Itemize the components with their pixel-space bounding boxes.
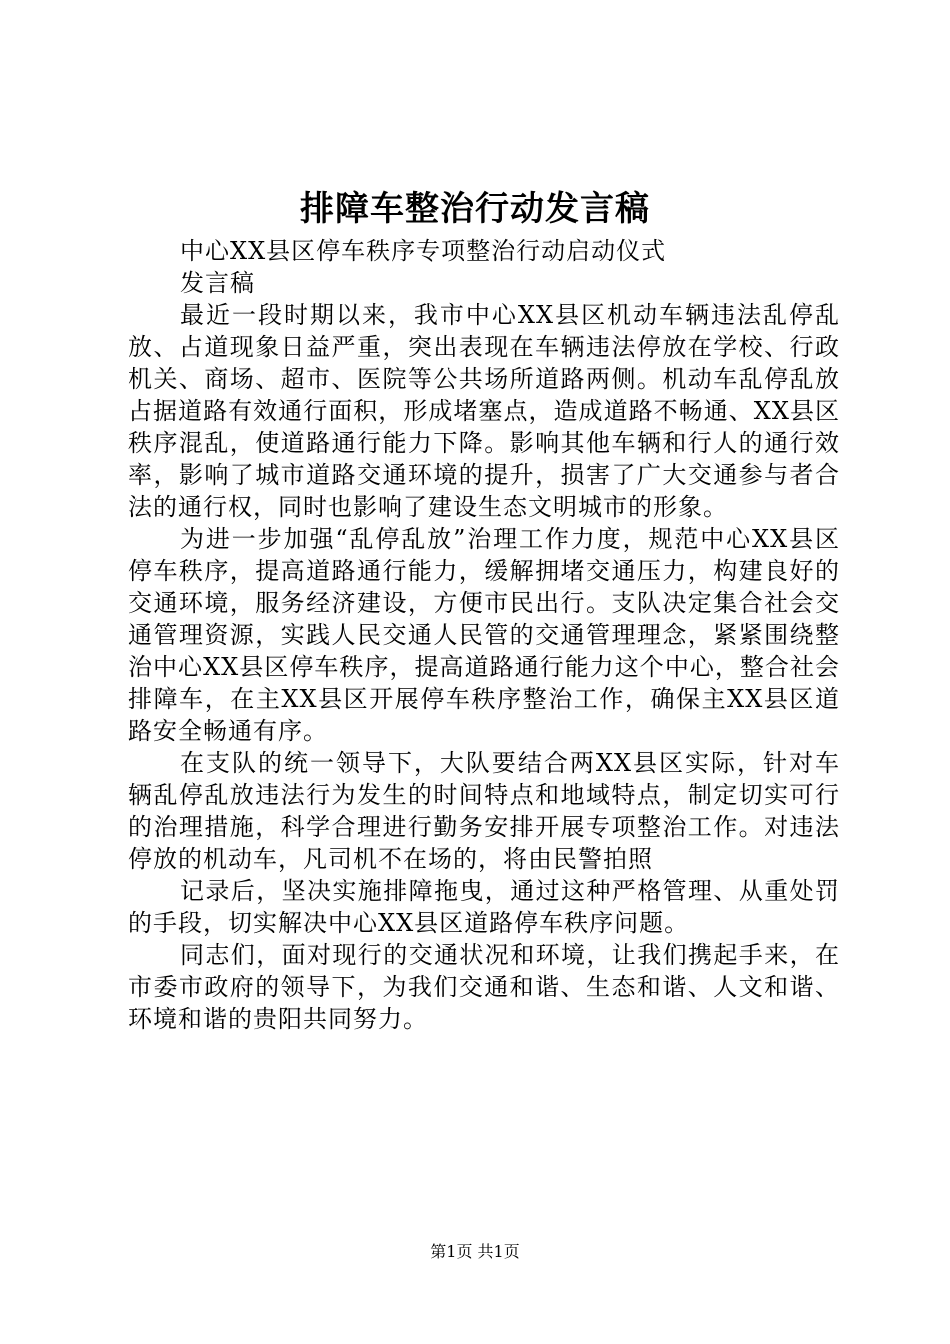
page-footer: 第1页 共1页 — [430, 1242, 520, 1261]
document-body — [128, 235, 840, 1035]
paragraph-subtitle-line2: 发言稿 — [180, 269, 255, 297]
document-title: 排障车整治行动发言稿 — [300, 189, 650, 229]
paragraph-subtitle-line1: 中心XX县区停车秩序专项整治行动启动仪式 — [180, 237, 667, 265]
paragraph-4: 记录后，坚决实施排障拖曳，通过这种严格管理、从重处罚的手段，切实解决中心XX县区道路停车秩序问题。 — [128, 877, 840, 937]
paragraph-3: 在支队的统一领导下，大队要结合两XX县区实际，针对车辆乱停乱放违法行为发生的时间特点和地域特点，制定切实可行的治理措施，科学合理进行勤务安排开展专项整治工作。对违法停放的机动车，凡司机不在场的，将由民警拍照 — [128, 749, 840, 873]
paragraph-5: 同志们，面对现行的交通状况和环境，让我们携起手来，在市委市政府的领导下，为我们交通和谐、生态和谐、人文和谐、环境和谐的贵阳共同努力。 — [128, 941, 840, 1033]
paragraph-2: 为进一步加强“乱停乱放”治理工作力度，规范中心XX县区停车秩序，提高道路通行能力，缓解拥堵交通压力，构建良好的交通环境，服务经济建设，方便市民出行。支队决定集合社会交通管理资源，实践人民交通人民管的交通管理理念，紧紧围绕整治中心XX县区停车秩序，提高道路通行能力这个中心，整合社会排障车，在主XX县区开展停车秩序整治工作，确保主XX县区道路安全畅通有序。 — [128, 525, 840, 745]
paragraph-1: 最近一段时期以来，我市中心XX县区机动车辆违法乱停乱放、占道现象日益严重，突出表现在车辆违法停放在学校、行政机关、商场、超市、医院等公共场所道路两侧。机动车乱停乱放占据道路有效通行面积，形成堵塞点，造成道路不畅通、XX县区秩序混乱，使道路通行能力下降。影响其他车辆和行人的通行效率，影响了城市道路交通环境的提升，损害了广大交通参与者合法的通行权，同时也影响了建设生态文明城市的形象。 — [128, 301, 840, 521]
